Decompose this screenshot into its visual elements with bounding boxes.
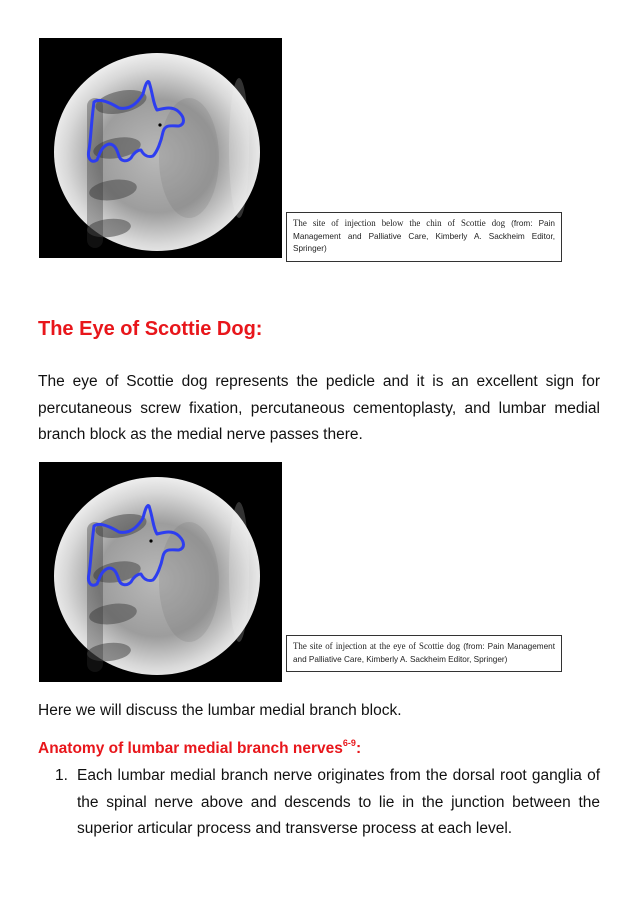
subsection-heading-suffix: : <box>355 740 362 758</box>
list-item-number: 1. <box>55 767 68 784</box>
citation-superscript: 6-9 <box>342 738 356 748</box>
list-item <box>55 763 600 843</box>
figure-caption <box>286 212 562 262</box>
caption-source: (from: Pain Management and Palliative Care, Kimberly A. Sackheim Editor, Springer) <box>293 219 555 254</box>
figure-caption <box>286 635 562 672</box>
xray-image <box>39 38 282 258</box>
caption-description: The site of injection at the eye of Scottie dog <box>293 641 461 651</box>
body-paragraph: The eye of Scottie dog represents the pedicle and it is an excellent sign for percutaneous screw fixation, percutaneous cementoplasty, and lumbar medial branch block as the medial nerve passes there. <box>38 373 600 443</box>
numbered-list <box>55 763 600 843</box>
xray-image <box>39 462 282 682</box>
list-item-text: Each lumbar medial branch nerve originates from the dorsal root ganglia of the spinal nerve above and descends to lie in the junction between the superior articular process and transverse process at each level. <box>77 767 600 837</box>
caption-source: (from: Pain Management and Palliative Care, Kimberly A. Sackheim Editor, Springer) <box>293 642 555 664</box>
body-paragraph: Here we will discuss the lumbar medial branch block. <box>38 702 402 719</box>
caption-description: The site of injection below the chin of Scottie dog <box>293 218 506 228</box>
xray-figure-chin <box>39 38 282 258</box>
injection-point-icon <box>158 123 161 126</box>
section-heading: The Eye of Scottie Dog: <box>38 318 263 340</box>
subsection-heading <box>38 739 361 758</box>
xray-figure-eye <box>39 462 282 682</box>
subsection-heading-text: Anatomy of lumbar medial branch nerves <box>38 740 343 758</box>
injection-point-icon <box>149 539 152 542</box>
